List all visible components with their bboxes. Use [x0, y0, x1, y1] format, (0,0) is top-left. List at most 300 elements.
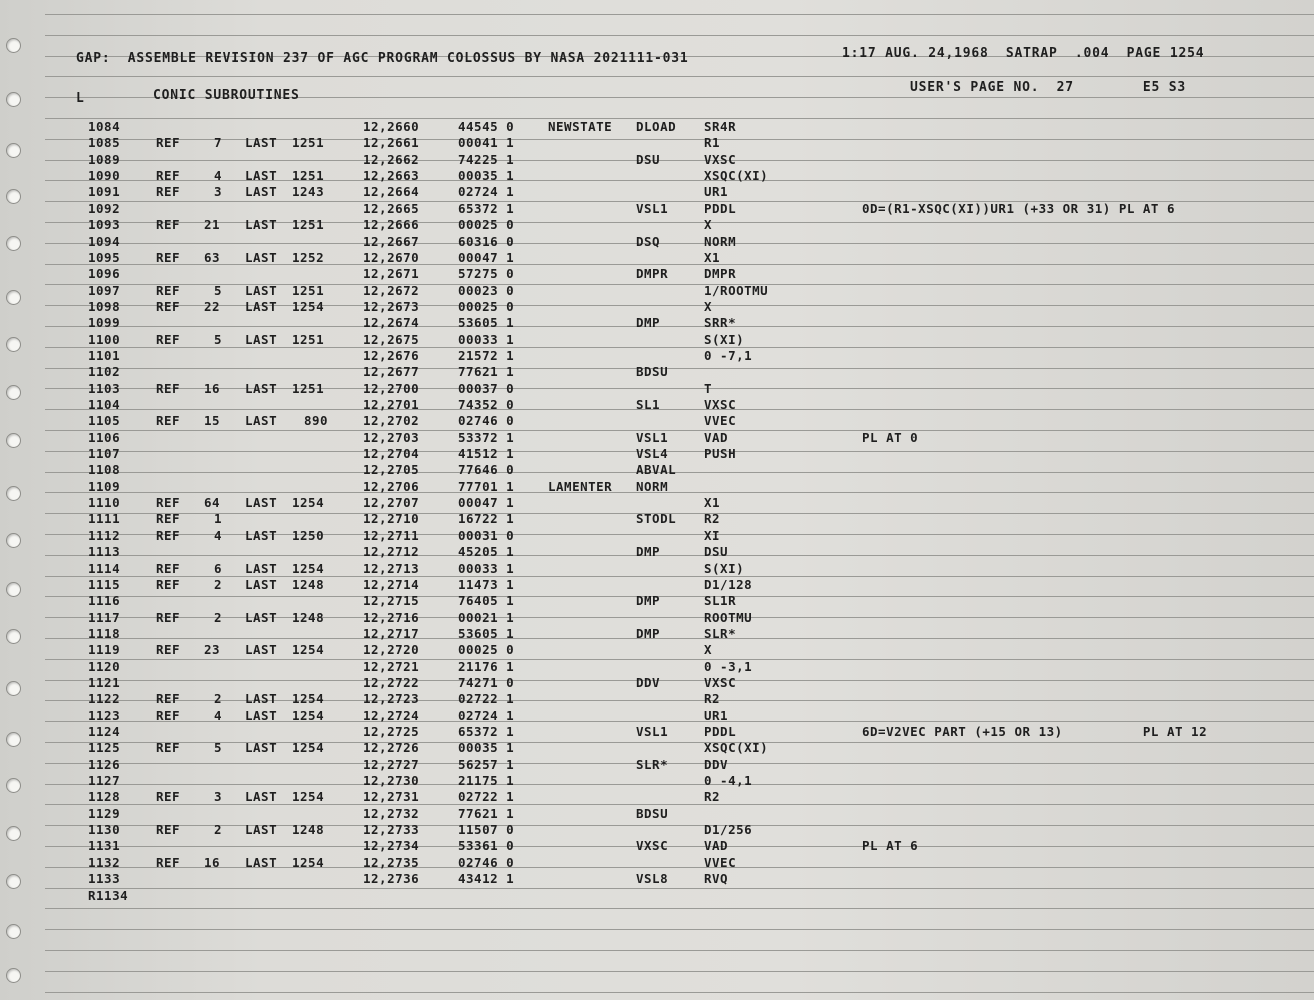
- address: 12,2706: [363, 478, 420, 494]
- address: 12,2703: [363, 429, 420, 445]
- feed-hole: [6, 433, 21, 448]
- address: 12,2672: [363, 282, 420, 298]
- line-number: 1119: [88, 642, 121, 658]
- address: 12,2732: [363, 805, 420, 821]
- address: 12,2721: [363, 658, 420, 674]
- line-number: 1128: [88, 789, 121, 805]
- opcode: DDV: [636, 674, 661, 690]
- octal-word: 11473 1: [458, 576, 515, 592]
- operand: SRR*: [704, 315, 737, 331]
- opcode: VSL1: [636, 200, 669, 216]
- opcode: DMP: [636, 315, 661, 331]
- feed-hole: [6, 968, 21, 983]
- address: 12,2714: [363, 576, 420, 592]
- octal-word: 00041 1: [458, 135, 515, 151]
- last-keyword: LAST: [245, 576, 278, 592]
- octal-word: 00033 1: [458, 560, 515, 576]
- operand: T: [704, 380, 713, 396]
- ruled-line: [45, 430, 1314, 431]
- last-page: 1254: [292, 298, 325, 314]
- ref-count: 16: [204, 854, 221, 870]
- ruled-line: [45, 180, 1314, 181]
- last-keyword: LAST: [245, 135, 278, 151]
- operand: ROOTMU: [704, 609, 753, 625]
- octal-word: 53361 0: [458, 838, 515, 854]
- octal-word: 65372 1: [458, 724, 515, 739]
- label: LAMENTER: [548, 478, 613, 494]
- operand: RVQ: [704, 871, 729, 887]
- ruled-line: [45, 888, 1314, 889]
- line-number: 1111: [88, 511, 121, 527]
- ref-keyword: REF: [156, 527, 181, 543]
- line-number: 1104: [88, 397, 121, 412]
- operand: X1: [704, 249, 721, 265]
- address: 12,2736: [363, 871, 420, 887]
- line-number: 1107: [88, 446, 121, 461]
- feed-hole: [6, 826, 21, 841]
- feed-hole: [6, 533, 21, 548]
- operand: VVEC: [704, 413, 737, 429]
- ref-keyword: REF: [156, 707, 181, 723]
- feed-hole: [6, 189, 21, 204]
- octal-word: 21175 1: [458, 773, 515, 788]
- comment: PL AT 6: [862, 838, 919, 854]
- line-number: 1108: [88, 462, 121, 478]
- ruled-line: [45, 555, 1314, 556]
- address: 12,2725: [363, 724, 420, 739]
- octal-word: 21176 1: [458, 658, 515, 674]
- line-number: 1120: [88, 658, 121, 674]
- feed-hole: [6, 236, 21, 251]
- ruled-line: [45, 534, 1314, 535]
- opcode: BDSU: [636, 805, 669, 821]
- address: 12,2666: [363, 217, 420, 233]
- ref-keyword: REF: [156, 217, 181, 233]
- opcode: DMPR: [636, 266, 669, 282]
- ref-count: 2: [214, 822, 223, 838]
- address: 12,2660: [363, 119, 420, 134]
- operand: X: [704, 217, 713, 233]
- ref-keyword: REF: [156, 789, 181, 805]
- octal-word: 02724 1: [458, 707, 515, 723]
- last-page: 1254: [292, 560, 325, 576]
- label: NEWSTATE: [548, 119, 613, 134]
- octal-word: 02746 0: [458, 413, 515, 429]
- line-number: 1113: [88, 544, 121, 560]
- last-page: 1251: [292, 331, 325, 347]
- ruled-line: [45, 929, 1314, 930]
- ruled-line: [45, 576, 1314, 577]
- line-number: 1090: [88, 168, 121, 184]
- operand: R2: [704, 789, 721, 805]
- last-keyword: LAST: [245, 217, 278, 233]
- line-number: 1102: [88, 364, 121, 380]
- line-number: 1133: [88, 871, 121, 887]
- line-number: 1106: [88, 429, 121, 445]
- address: 12,2664: [363, 184, 420, 200]
- opcode: VSL1: [636, 429, 669, 445]
- ref-keyword: REF: [156, 298, 181, 314]
- last-page: 1254: [292, 707, 325, 723]
- octal-word: 76405 1: [458, 593, 515, 609]
- last-keyword: LAST: [245, 298, 278, 314]
- line-number: 1105: [88, 413, 121, 429]
- ruled-line: [45, 388, 1314, 389]
- last-page: 1251: [292, 168, 325, 184]
- address: 12,2733: [363, 822, 420, 838]
- address: 12,2717: [363, 625, 420, 641]
- line-number: 1092: [88, 200, 121, 216]
- opcode: DSU: [636, 151, 661, 167]
- ref-count: 3: [214, 184, 223, 200]
- line-number: 1122: [88, 691, 121, 707]
- last-page: 890: [304, 413, 329, 429]
- line-number: 1131: [88, 838, 121, 854]
- line-number: 1130: [88, 822, 121, 838]
- line-number: 1096: [88, 266, 121, 282]
- octal-word: 74225 1: [458, 151, 515, 167]
- feed-hole: [6, 143, 21, 158]
- ruled-line: [45, 451, 1314, 452]
- last-page: 1254: [292, 740, 325, 756]
- address: 12,2734: [363, 838, 420, 854]
- ref-keyword: REF: [156, 740, 181, 756]
- ruled-line: [45, 659, 1314, 660]
- last-keyword: LAST: [245, 789, 278, 805]
- ruled-line: [45, 368, 1314, 369]
- octal-word: 02722 1: [458, 691, 515, 707]
- operand: PUSH: [704, 446, 737, 461]
- octal-word: 16722 1: [458, 511, 515, 527]
- last-keyword: LAST: [245, 854, 278, 870]
- last-page: 1248: [292, 609, 325, 625]
- operand: DDV: [704, 756, 729, 772]
- feed-hole: [6, 486, 21, 501]
- ref-count: 5: [214, 282, 223, 298]
- ref-count: 4: [214, 527, 223, 543]
- octal-word: 60316 0: [458, 233, 515, 249]
- octal-word: 53372 1: [458, 429, 515, 445]
- ref-count: 6: [214, 560, 223, 576]
- octal-word: 00025 0: [458, 642, 515, 658]
- octal-word: 00021 1: [458, 609, 515, 625]
- octal-word: 53605 1: [458, 625, 515, 641]
- last-page: 1251: [292, 135, 325, 151]
- ruled-line: [45, 908, 1314, 909]
- operand: UR1: [704, 707, 729, 723]
- line-number: 1084: [88, 119, 121, 134]
- ref-count: 4: [214, 707, 223, 723]
- address: 12,2711: [363, 527, 420, 543]
- last-keyword: LAST: [245, 527, 278, 543]
- feed-hole: [6, 629, 21, 644]
- ruled-line: [45, 222, 1314, 223]
- address: 12,2710: [363, 511, 420, 527]
- last-page: 1243: [292, 184, 325, 200]
- line-number: 1093: [88, 217, 121, 233]
- address: 12,2730: [363, 773, 420, 788]
- opcode: DMP: [636, 544, 661, 560]
- ref-keyword: REF: [156, 609, 181, 625]
- line-number: 1091: [88, 184, 121, 200]
- operand: VAD: [704, 838, 729, 854]
- line-number: 1101: [88, 347, 121, 363]
- address: 12,2674: [363, 315, 420, 331]
- line-number: 1098: [88, 298, 121, 314]
- ruled-line: [45, 596, 1314, 597]
- ref-keyword: REF: [156, 691, 181, 707]
- ruled-line: [45, 680, 1314, 681]
- ruled-line: [45, 284, 1314, 285]
- operand: XSQC(XI): [704, 740, 769, 756]
- opcode: SL1: [636, 397, 661, 412]
- feed-hole: [6, 778, 21, 793]
- octal-word: 00035 1: [458, 168, 515, 184]
- ruled-line: [45, 139, 1314, 140]
- ruled-line: [45, 825, 1314, 826]
- ruled-line: [45, 409, 1314, 410]
- address: 12,2715: [363, 593, 420, 609]
- line-number: 1094: [88, 233, 121, 249]
- ref-count: 7: [214, 135, 223, 151]
- ruled-line: [45, 700, 1314, 701]
- operand: DSU: [704, 544, 729, 560]
- ruled-line: [45, 804, 1314, 805]
- line-number: 1132: [88, 854, 121, 870]
- header-assembly-line: GAP: ASSEMBLE REVISION 237 OF AGC PROGRAM COLOSSUS BY NASA 2021111-031: [76, 51, 689, 66]
- ruled-line: [45, 35, 1314, 36]
- ref-count: 5: [214, 740, 223, 756]
- ruled-line: [45, 721, 1314, 722]
- octal-word: 00035 1: [458, 740, 515, 756]
- last-page: 1251: [292, 217, 325, 233]
- last-page: 1254: [292, 642, 325, 658]
- address: 12,2675: [363, 331, 420, 347]
- ruled-line: [45, 617, 1314, 618]
- ref-count: 5: [214, 331, 223, 347]
- line-number: 1123: [88, 707, 121, 723]
- address: 12,2735: [363, 854, 420, 870]
- address: 12,2705: [363, 462, 420, 478]
- address: 12,2670: [363, 249, 420, 265]
- last-keyword: LAST: [245, 707, 278, 723]
- address: 12,2671: [363, 266, 420, 282]
- last-keyword: LAST: [245, 560, 278, 576]
- octal-word: 41512 1: [458, 446, 515, 461]
- feed-hole: [6, 924, 21, 939]
- line-number: 1114: [88, 560, 121, 576]
- operand: SLR*: [704, 625, 737, 641]
- ruled-line: [45, 742, 1314, 743]
- ref-count: 2: [214, 609, 223, 625]
- operand: 1/ROOTMU: [704, 282, 769, 298]
- ruled-line: [45, 763, 1314, 764]
- line-number: 1126: [88, 756, 121, 772]
- ruled-line: [45, 326, 1314, 327]
- operand: XSQC(XI): [704, 168, 769, 184]
- address: 12,2724: [363, 707, 420, 723]
- operand: DMPR: [704, 266, 737, 282]
- line-number: R1134: [88, 887, 129, 903]
- ruled-line: [45, 950, 1314, 951]
- octal-word: 44545 0: [458, 119, 515, 134]
- opcode: BDSU: [636, 364, 669, 380]
- ref-count: 3: [214, 789, 223, 805]
- address: 12,2723: [363, 691, 420, 707]
- opcode: VSL4: [636, 446, 669, 461]
- feed-hole: [6, 337, 21, 352]
- ref-keyword: REF: [156, 854, 181, 870]
- opcode: VSL8: [636, 871, 669, 887]
- operand: VXSC: [704, 397, 737, 412]
- ref-keyword: REF: [156, 511, 181, 527]
- last-keyword: LAST: [245, 495, 278, 511]
- last-keyword: LAST: [245, 282, 278, 298]
- ruled-line: [45, 305, 1314, 306]
- address: 12,2667: [363, 233, 420, 249]
- line-number: 1127: [88, 773, 121, 788]
- address: 12,2661: [363, 135, 420, 151]
- line-number: 1121: [88, 674, 121, 690]
- address: 12,2700: [363, 380, 420, 396]
- line-number: 1089: [88, 151, 121, 167]
- ruled-line: [45, 784, 1314, 785]
- address: 12,2712: [363, 544, 420, 560]
- last-page: 1248: [292, 822, 325, 838]
- ref-keyword: REF: [156, 560, 181, 576]
- feed-hole: [6, 38, 21, 53]
- octal-word: 00047 1: [458, 249, 515, 265]
- octal-word: 00025 0: [458, 298, 515, 314]
- operand: UR1: [704, 184, 729, 200]
- operand: VXSC: [704, 151, 737, 167]
- operand: D1/256: [704, 822, 753, 838]
- octal-word: 77621 1: [458, 364, 515, 380]
- octal-word: 56257 1: [458, 756, 515, 772]
- ref-keyword: REF: [156, 282, 181, 298]
- operand: VVEC: [704, 854, 737, 870]
- last-page: 1248: [292, 576, 325, 592]
- operand: X: [704, 298, 713, 314]
- comment: 6D=V2VEC PART (+15 OR 13) PL AT 12: [862, 724, 1208, 739]
- ruled-line: [45, 846, 1314, 847]
- ref-count: 16: [204, 380, 221, 396]
- operand: X: [704, 642, 713, 658]
- address: 12,2701: [363, 397, 420, 412]
- octal-word: 00037 0: [458, 380, 515, 396]
- ruled-line: [45, 472, 1314, 473]
- ruled-line: [45, 492, 1314, 493]
- octal-word: 57275 0: [458, 266, 515, 282]
- last-page: 1251: [292, 380, 325, 396]
- ref-count: 23: [204, 642, 221, 658]
- ref-keyword: REF: [156, 168, 181, 184]
- operand: XI: [704, 527, 721, 543]
- comment: PL AT 0: [862, 429, 919, 445]
- last-page: 1254: [292, 854, 325, 870]
- operand: VAD: [704, 429, 729, 445]
- opcode: VSL1: [636, 724, 669, 739]
- line-number: 1129: [88, 805, 121, 821]
- octal-word: 77621 1: [458, 805, 515, 821]
- operand: S(XI): [704, 560, 745, 576]
- ref-keyword: REF: [156, 642, 181, 658]
- ref-count: 2: [214, 691, 223, 707]
- last-keyword: LAST: [245, 642, 278, 658]
- last-keyword: LAST: [245, 609, 278, 625]
- address: 12,2665: [363, 200, 420, 216]
- last-keyword: LAST: [245, 249, 278, 265]
- line-number: 1097: [88, 282, 121, 298]
- operand: S(XI): [704, 331, 745, 347]
- ref-count: 64: [204, 495, 221, 511]
- opcode: NORM: [636, 478, 669, 494]
- operand: R2: [704, 511, 721, 527]
- last-page: 1252: [292, 249, 325, 265]
- feed-hole: [6, 874, 21, 889]
- feed-hole: [6, 385, 21, 400]
- address: 12,2707: [363, 495, 420, 511]
- operand: 0 -7,1: [704, 347, 753, 363]
- last-page: 1254: [292, 789, 325, 805]
- header-section-title: CONIC SUBROUTINES: [153, 88, 300, 103]
- ruled-line: [45, 160, 1314, 161]
- opcode: DMP: [636, 593, 661, 609]
- ref-count: 63: [204, 249, 221, 265]
- line-number: 1124: [88, 724, 121, 739]
- operand: 0 -3,1: [704, 658, 753, 674]
- last-page: 1254: [292, 495, 325, 511]
- ref-keyword: REF: [156, 184, 181, 200]
- last-keyword: LAST: [245, 380, 278, 396]
- octal-word: 74352 0: [458, 397, 515, 412]
- last-keyword: LAST: [245, 691, 278, 707]
- ruled-line: [45, 243, 1314, 244]
- line-number: 1125: [88, 740, 121, 756]
- last-page: 1251: [292, 282, 325, 298]
- ref-count: 21: [204, 217, 221, 233]
- operand: VXSC: [704, 674, 737, 690]
- octal-word: 00033 1: [458, 331, 515, 347]
- ref-keyword: REF: [156, 495, 181, 511]
- comment: 0D=(R1-XSQC(XI))UR1 (+33 OR 31) PL AT 6: [862, 200, 1175, 216]
- operand: SR4R: [704, 119, 737, 134]
- line-number: 1115: [88, 576, 121, 592]
- opcode: DLOAD: [636, 119, 677, 134]
- line-number: 1118: [88, 625, 121, 641]
- octal-word: 43412 1: [458, 871, 515, 887]
- line-number: 1099: [88, 315, 121, 331]
- ruled-line: [45, 971, 1314, 972]
- ref-count: 4: [214, 168, 223, 184]
- ruled-line: [45, 14, 1314, 15]
- ref-keyword: REF: [156, 135, 181, 151]
- octal-word: 45205 1: [458, 544, 515, 560]
- octal-word: 02722 1: [458, 789, 515, 805]
- address: 12,2673: [363, 298, 420, 314]
- ref-count: 22: [204, 298, 221, 314]
- ruled-line: [45, 76, 1314, 77]
- octal-word: 00023 0: [458, 282, 515, 298]
- ref-count: 15: [204, 413, 221, 429]
- octal-word: 02724 1: [458, 184, 515, 200]
- last-keyword: LAST: [245, 740, 278, 756]
- address: 12,2662: [363, 151, 420, 167]
- opcode: VXSC: [636, 838, 669, 854]
- address: 12,2702: [363, 413, 420, 429]
- address: 12,2676: [363, 347, 420, 363]
- ref-keyword: REF: [156, 331, 181, 347]
